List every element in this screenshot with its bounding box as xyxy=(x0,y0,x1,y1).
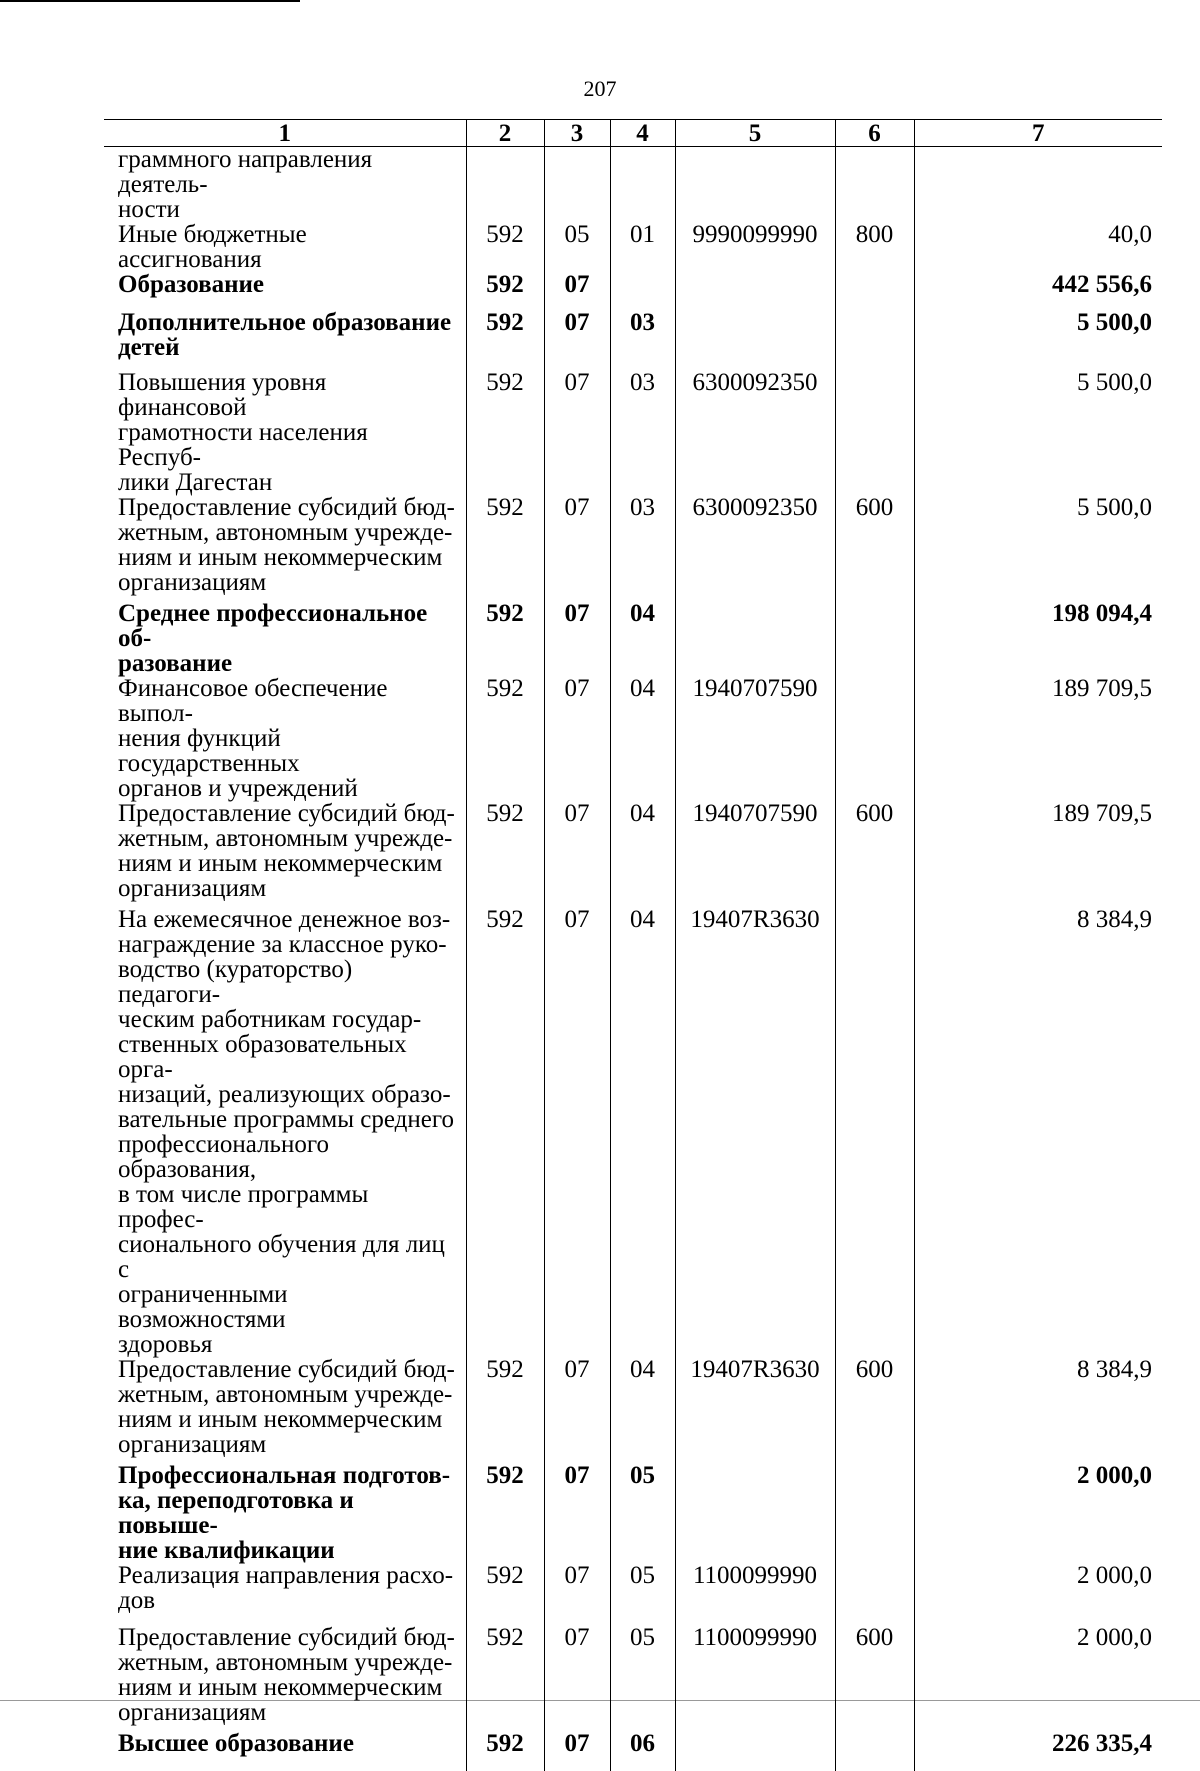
table-row xyxy=(104,1731,1162,1771)
section-code: 07 xyxy=(544,1357,610,1463)
expense-type xyxy=(835,1563,914,1625)
amount: 198 094,4 xyxy=(914,601,1162,676)
target-article: 6300092350 xyxy=(675,495,835,601)
amount: 8 384,9 xyxy=(914,1357,1162,1463)
target-article: 1100099990 xyxy=(675,1625,835,1731)
section-code: 07 xyxy=(544,676,610,801)
table-row xyxy=(104,907,1162,1357)
subsection-code: 03 xyxy=(610,310,675,370)
chapter-code: 592 xyxy=(466,222,544,272)
budget-table xyxy=(104,119,1162,1771)
chapter-code: 592 xyxy=(466,495,544,601)
column-header-2: 2 xyxy=(466,120,544,147)
section-code: 07 xyxy=(544,495,610,601)
amount: 40,0 xyxy=(914,222,1162,272)
column-header-4: 4 xyxy=(610,120,675,147)
chapter-code: 592 xyxy=(466,1357,544,1463)
row-name: Дополнительное образование детей xyxy=(104,310,466,370)
expense-type xyxy=(835,310,914,370)
target-article xyxy=(675,272,835,310)
subsection-code xyxy=(610,272,675,310)
amount: 2 000,0 xyxy=(914,1563,1162,1625)
row-name: Высшее образование xyxy=(104,1731,466,1771)
subsection-code: 04 xyxy=(610,801,675,907)
row-name: Среднее профессиональное об- разование xyxy=(104,601,466,676)
target-article: 19407R3630 xyxy=(675,907,835,1357)
amount: 189 709,5 xyxy=(914,676,1162,801)
target-article: 6300092350 xyxy=(675,370,835,495)
section-code: 07 xyxy=(544,601,610,676)
expense-type: 600 xyxy=(835,1357,914,1463)
expense-type: 800 xyxy=(835,222,914,272)
subsection-code xyxy=(610,147,675,223)
chapter-code: 592 xyxy=(466,310,544,370)
section-code: 07 xyxy=(544,1463,610,1563)
table-row xyxy=(104,1625,1162,1731)
row-name: Иные бюджетные ассигнования xyxy=(104,222,466,272)
table-row xyxy=(104,1463,1162,1563)
table-row xyxy=(104,676,1162,801)
subsection-code: 05 xyxy=(610,1463,675,1563)
page-number: 207 xyxy=(0,76,1200,102)
column-header-5: 5 xyxy=(675,120,835,147)
column-header-7: 7 xyxy=(914,120,1162,147)
subsection-code: 03 xyxy=(610,495,675,601)
target-article: 1940707590 xyxy=(675,676,835,801)
target-article: 1940707590 xyxy=(675,801,835,907)
chapter-code: 592 xyxy=(466,370,544,495)
chapter-code: 592 xyxy=(466,676,544,801)
table-row xyxy=(104,222,1162,272)
subsection-code: 01 xyxy=(610,222,675,272)
chapter-code: 592 xyxy=(466,1563,544,1625)
section-code xyxy=(544,147,610,223)
row-name: Предоставление субсидий бюд- жетным, автономным учрежде- ниям и иным некоммерческим организациям xyxy=(104,1357,466,1463)
table-row xyxy=(104,310,1162,370)
row-name: Финансовое обеспечение выпол- нения функций государственных органов и учреждений xyxy=(104,676,466,801)
row-name: Повышения уровня финансовой грамотности населения Респуб- лики Дагестан xyxy=(104,370,466,495)
column-header-1: 1 xyxy=(104,120,466,147)
chapter-code: 592 xyxy=(466,801,544,907)
section-code: 05 xyxy=(544,222,610,272)
table-row xyxy=(104,272,1162,310)
row-name: граммного направления деятель- ности xyxy=(104,147,466,223)
chapter-code xyxy=(466,147,544,223)
section-code: 07 xyxy=(544,1563,610,1625)
section-code: 07 xyxy=(544,370,610,495)
section-code: 07 xyxy=(544,801,610,907)
row-name: На ежемесячное денежное воз- награждение за классное руко- водство (кураторство) педагоги- ческим работникам государ- ственных образовательных орга- низаций, реализующих образо- вательные программы среднего профессионального образования, в том числе программы профес- сионального обучения для лиц с ограниченными возможностями здоровья xyxy=(104,907,466,1357)
expense-type xyxy=(835,147,914,223)
table-body xyxy=(104,147,1162,1771)
target-article xyxy=(675,310,835,370)
amount: 5 500,0 xyxy=(914,370,1162,495)
amount xyxy=(914,147,1162,223)
expense-type: 600 xyxy=(835,801,914,907)
scan-edge-mark xyxy=(0,0,300,2)
chapter-code: 592 xyxy=(466,1463,544,1563)
expense-type xyxy=(835,370,914,495)
expense-type xyxy=(835,601,914,676)
subsection-code: 06 xyxy=(610,1731,675,1771)
target-article: 9990099990 xyxy=(675,222,835,272)
row-name: Предоставление субсидий бюд- жетным, автономным учрежде- ниям и иным некоммерческим организациям xyxy=(104,801,466,907)
chapter-code: 592 xyxy=(466,907,544,1357)
target-article xyxy=(675,601,835,676)
subsection-code: 04 xyxy=(610,601,675,676)
expense-type xyxy=(835,907,914,1357)
row-name: Предоставление субсидий бюд- жетным, автономным учрежде- ниям и иным некоммерческим организациям xyxy=(104,495,466,601)
subsection-code: 05 xyxy=(610,1625,675,1731)
column-header-3: 3 xyxy=(544,120,610,147)
chapter-code: 592 xyxy=(466,272,544,310)
section-code: 07 xyxy=(544,907,610,1357)
chapter-code: 592 xyxy=(466,1731,544,1771)
table-row xyxy=(104,801,1162,907)
column-header-6: 6 xyxy=(835,120,914,147)
section-code: 07 xyxy=(544,272,610,310)
expense-type: 600 xyxy=(835,495,914,601)
row-name: Предоставление субсидий бюд- жетным, автономным учрежде- ниям и иным некоммерческим организациям xyxy=(104,1625,466,1731)
amount: 2 000,0 xyxy=(914,1625,1162,1731)
expense-type xyxy=(835,1731,914,1771)
expense-type xyxy=(835,272,914,310)
header-row xyxy=(104,120,1162,147)
row-name: Профессиональная подготов- ка, переподготовка и повыше- ние квалификации xyxy=(104,1463,466,1563)
amount: 5 500,0 xyxy=(914,310,1162,370)
table-row xyxy=(104,601,1162,676)
section-code: 07 xyxy=(544,310,610,370)
subsection-code: 04 xyxy=(610,1357,675,1463)
table-row xyxy=(104,147,1162,223)
subsection-code: 04 xyxy=(610,907,675,1357)
subsection-code: 05 xyxy=(610,1563,675,1625)
section-code: 07 xyxy=(544,1731,610,1771)
expense-type: 600 xyxy=(835,1625,914,1731)
row-name: Реализация направления расхо- дов xyxy=(104,1563,466,1625)
row-name: Образование xyxy=(104,272,466,310)
amount: 442 556,6 xyxy=(914,272,1162,310)
amount: 226 335,4 xyxy=(914,1731,1162,1771)
expense-type xyxy=(835,1463,914,1563)
table-row xyxy=(104,1357,1162,1463)
table-row xyxy=(104,1563,1162,1625)
amount: 5 500,0 xyxy=(914,495,1162,601)
amount: 8 384,9 xyxy=(914,907,1162,1357)
target-article xyxy=(675,147,835,223)
section-code: 07 xyxy=(544,1625,610,1731)
table-row xyxy=(104,370,1162,495)
subsection-code: 03 xyxy=(610,370,675,495)
subsection-code: 04 xyxy=(610,676,675,801)
amount: 189 709,5 xyxy=(914,801,1162,907)
amount: 2 000,0 xyxy=(914,1463,1162,1563)
target-article: 1100099990 xyxy=(675,1563,835,1625)
target-article xyxy=(675,1731,835,1771)
expense-type xyxy=(835,676,914,801)
chapter-code: 592 xyxy=(466,601,544,676)
scan-edge-mark xyxy=(0,1700,1200,1701)
target-article xyxy=(675,1463,835,1563)
target-article: 19407R3630 xyxy=(675,1357,835,1463)
table-row xyxy=(104,495,1162,601)
chapter-code: 592 xyxy=(466,1625,544,1731)
